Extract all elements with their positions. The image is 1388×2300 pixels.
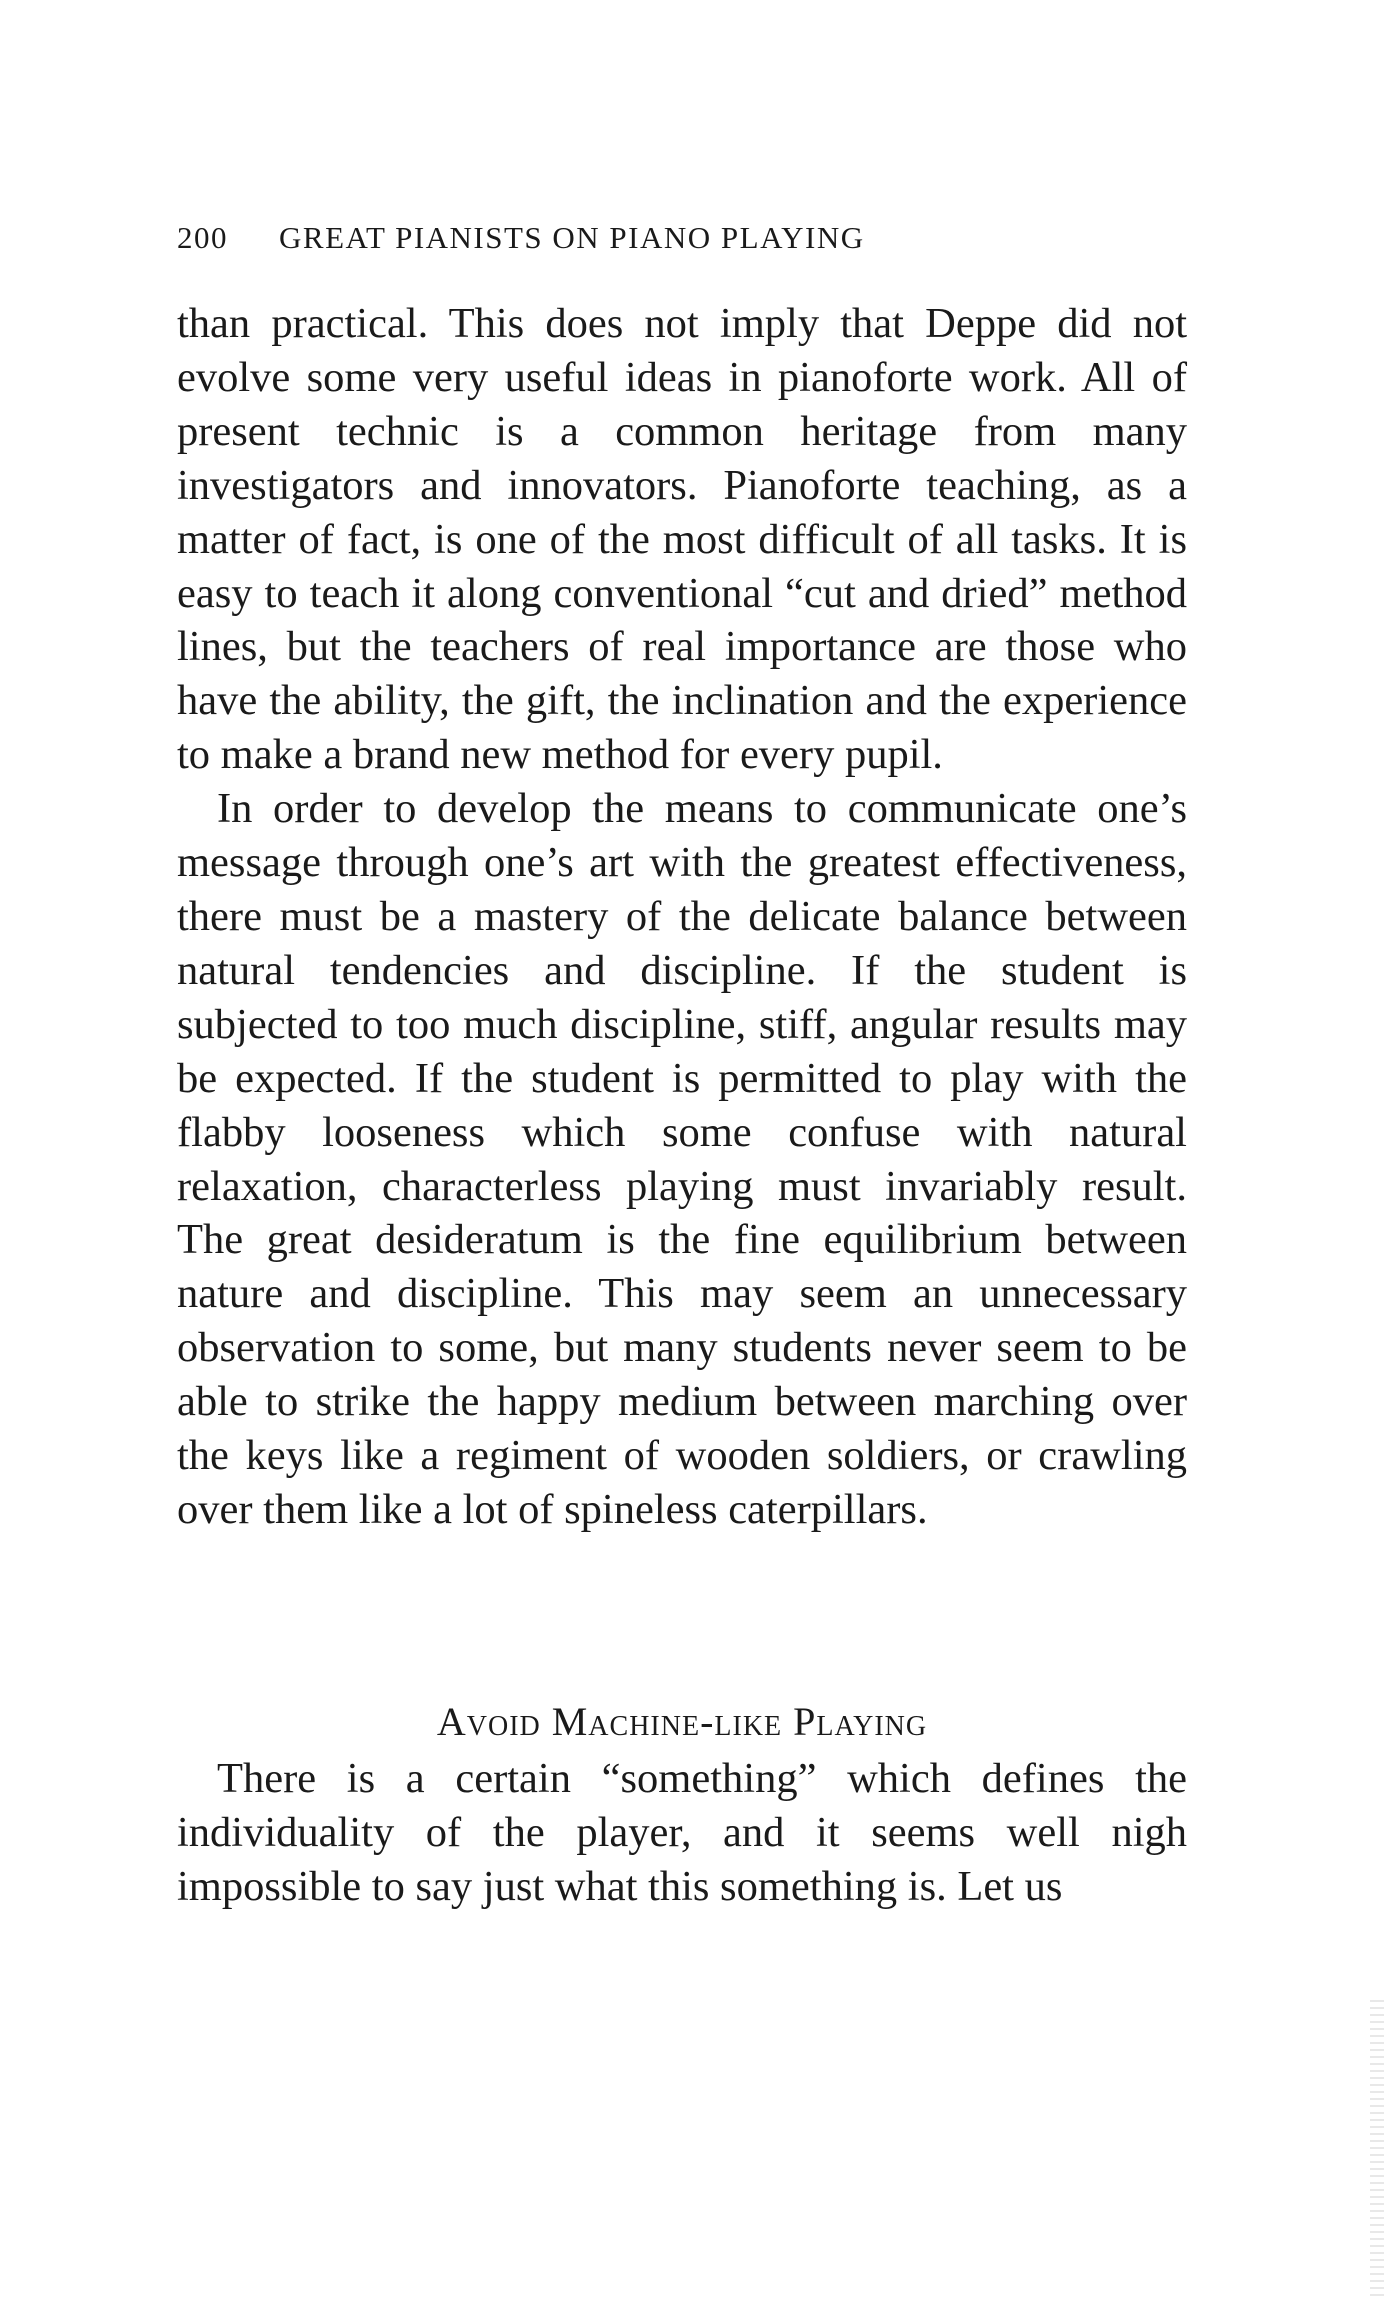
section-heading: Avoid Machine-like Playing [436,1699,928,1744]
running-header [177,214,1187,262]
page-number: 200 [177,220,228,255]
paragraph: There is a certain “something” which defines the individuality of the player, and it seems well nigh impossible to say just what this something is. Let us [177,1755,1187,1910]
page-edge-speckle [1370,2000,1384,2300]
paragraph: In order to develop the means to communicate one’s message through one’s art with the greatest effectiveness, there must be a mastery of the delicate balance between natural tendencies and discipline. If the student is subjected to too much discipline, stiff, angular results may be expected. If the student is permitted to play with the flabby looseness which some confuse with natural relaxation, characterless playing must invariably result. The great desideratum is the fine equilibrium between nature and discipline. This may seem an unnecessary observation to some, but many students never seem to be able to strike the happy medium between marching over the keys like a regiment of wooden soldiers, or crawling over them like a lot of spineless caterpillars. [177,785,1187,1533]
body-text-block [177,297,1187,1537]
running-title: GREAT PIANISTS ON PIANO PLAYING [279,220,865,255]
section-body-text [177,1752,1187,1914]
paragraph: than practical. This does not imply that Deppe did not evolve some very useful ideas in pianoforte work. All of present technic is a common heritage from many investigators and innovators. Pianoforte teaching, as a matter of fact, is one of the most difficult of all tasks. It is easy to teach it along conventional “cut and dried” method lines, but the teachers of real importance are those who have the ability, the gift, the inclination and the experience to make a brand new method for every pupil. [177,300,1187,779]
